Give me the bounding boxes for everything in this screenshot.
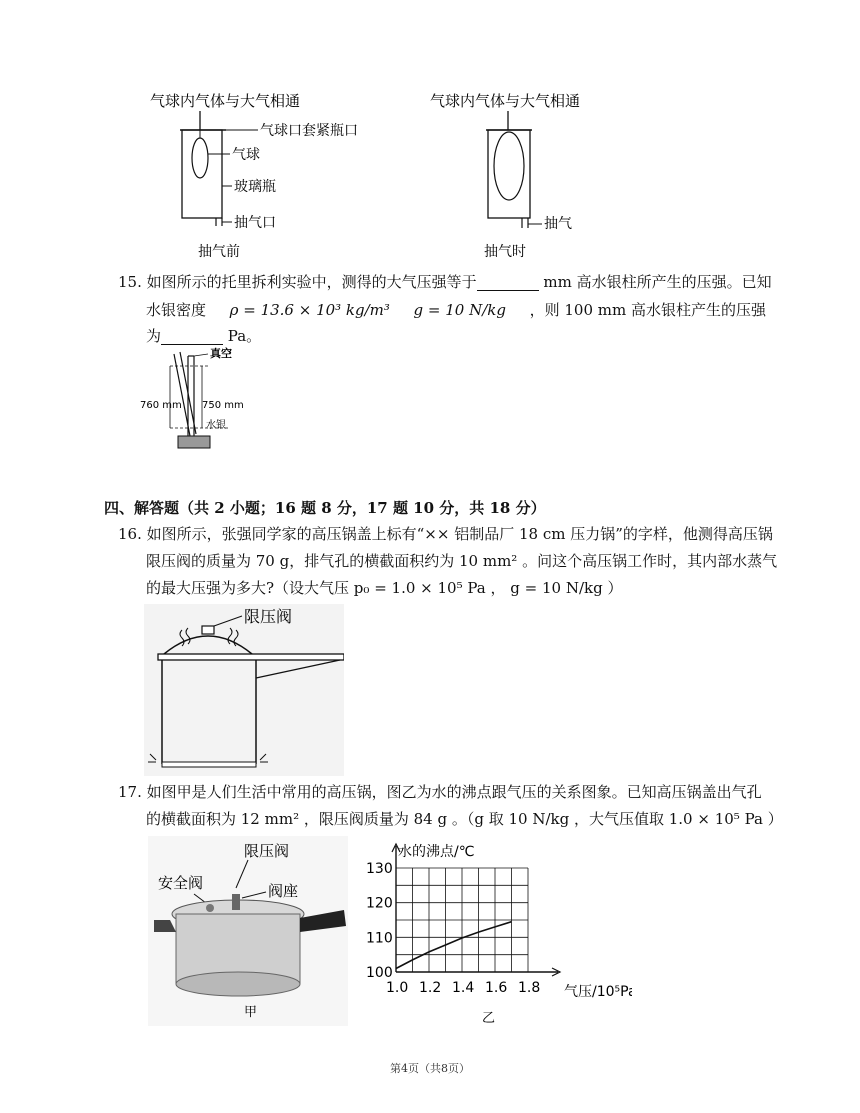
label-outlet: 抽气口: [234, 215, 276, 231]
label-vacuum: 真空: [210, 347, 232, 360]
chart-xlabel: 气压/10⁵Pa: [564, 984, 632, 1000]
label-750: 750 mm: [202, 400, 244, 411]
label-balloon: 气球: [232, 147, 260, 163]
right-title: 气球内气体与大气相通: [430, 92, 581, 110]
torricelli-diagram: [140, 344, 260, 464]
left-caption: 抽气前: [198, 244, 240, 260]
balloon-figure: [140, 86, 620, 266]
chart-ylabel: 水的沸点/℃: [398, 844, 475, 860]
label-safety-valve: 安全阀: [158, 874, 204, 892]
label-balloon-mouth: 气球口套紧瓶口: [260, 123, 358, 139]
label-valve-seat: 阀座: [268, 882, 299, 900]
pressure-cooker-diagram: [144, 604, 344, 776]
left-title: 气球内气体与大气相通: [150, 92, 301, 110]
caption-yi: 乙: [482, 1011, 496, 1026]
cooker-photo-figure: [148, 836, 348, 1026]
q15-rho: ρ = 13.6 × 10³ kg/m³: [229, 301, 390, 319]
x-tick-label: 1.8: [518, 980, 541, 996]
section-4-title: 四、解答题（共 2 小题；16 题 8 分，17 题 10 分，共 18 分）: [104, 499, 546, 517]
y-tick-label: 100: [366, 965, 393, 981]
x-tick-label: 1.4: [452, 980, 475, 996]
label-760: 760 mm: [140, 400, 182, 411]
q15-line3: 为 Pa。: [146, 327, 262, 345]
label-pump: 抽气: [544, 216, 572, 232]
q15-number: 15.: [118, 273, 142, 291]
q16-line2: 限压阀的质量为 70 g，排气孔的横截面积约为 10 mm² 。问这个高压锅工作时，其内部水蒸气: [146, 552, 778, 570]
page-footer: 第4页（共8页）: [390, 1062, 470, 1075]
q17-line2: 的横截面积为 12 mm² ，限压阀质量为 84 g 。（g 取 10 N/kg ，大气压值取 1.0 × 10⁵ Pa ）: [146, 810, 783, 828]
y-tick-label: 130: [366, 861, 393, 877]
q15-line2: 水银密度 ρ = 13.6 × 10³ kg/m³ g = 10 N/kg ，则 100 mm 高水银柱产生的压强: [146, 296, 766, 324]
chart-axes: [392, 844, 560, 976]
q16-line1: 16. 如图所示，张强同学家的高压锅盖上标有“×× 铝制品厂 18 cm 压力锅”的字样，他测得高压锅: [118, 525, 773, 543]
x-tick-label: 1.0: [386, 980, 409, 996]
chart-ticks: [366, 861, 540, 996]
q15-blank-1[interactable]: [477, 272, 539, 291]
boiling-curve: [396, 922, 512, 969]
y-tick-label: 120: [366, 895, 393, 912]
label-limit-valve: 限压阀: [244, 842, 290, 860]
label-bottle: 玻璃瓶: [234, 179, 276, 195]
x-tick-label: 1.2: [419, 980, 442, 996]
q16-line3: 的最大压强为多大?（设大气压 p₀ = 1.0 × 10⁵ Pa ， g = 10 N/kg ）: [146, 579, 623, 597]
y-tick-label: 110: [366, 930, 393, 947]
cooker-photo-diagram: [148, 836, 348, 1026]
pressure-cooker-figure: [144, 604, 344, 776]
q16-number: 16.: [118, 525, 142, 543]
chart-grid: [396, 868, 528, 972]
boiling-chart: [352, 838, 632, 1028]
torricelli-figure: [140, 344, 260, 464]
label-valve: 限压阀: [244, 607, 293, 626]
q15-g: g = 10 N/kg: [413, 301, 506, 319]
boiling-chart-svg: [352, 838, 632, 1028]
q15-line1: 15. 如图所示的托里拆利实验中，测得的大气压强等于 mm 高水银柱所产生的压强。已知: [118, 273, 772, 291]
q17-number: 17.: [118, 783, 142, 801]
x-tick-label: 1.6: [485, 980, 508, 996]
balloon-diagram: [140, 86, 620, 266]
caption-jia: 甲: [244, 1005, 258, 1020]
q15-blank-2[interactable]: [161, 326, 223, 345]
q17-line1: 17. 如图甲是人们生活中常用的高压锅，图乙为水的沸点跟气压的关系图象。已知高压锅盖出气孔: [118, 783, 762, 801]
right-caption: 抽气时: [484, 244, 526, 260]
label-mercury: 水银: [206, 420, 226, 431]
